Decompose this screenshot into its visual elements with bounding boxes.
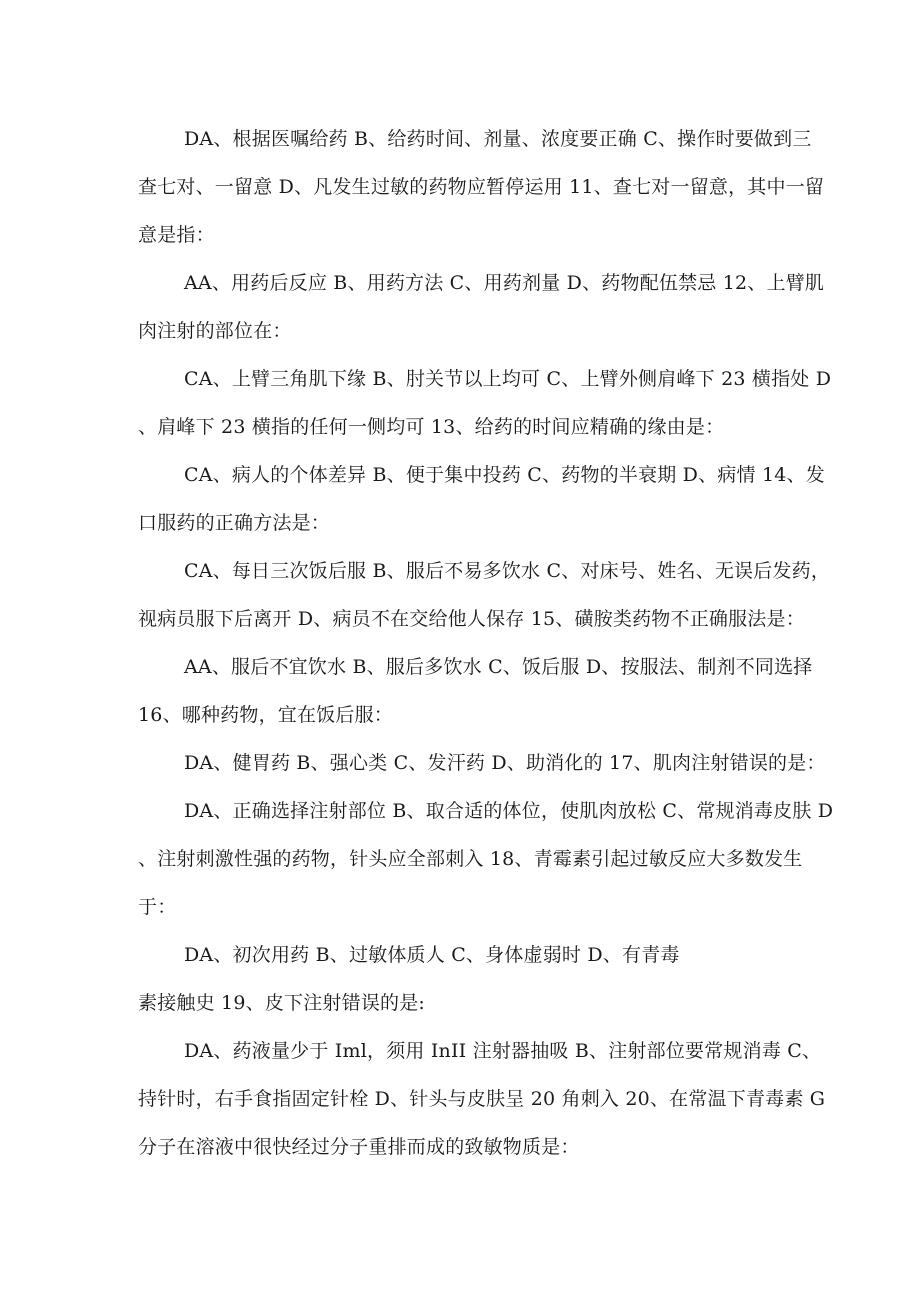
text-line: 视病员服下后离开 D、病员不在交给他人保存 15、磺胺类药物不正确服法是： xyxy=(138,608,805,630)
text-line: 口服药的正确方法是： xyxy=(138,512,331,534)
text-line: 、肩峰下 23 横指的任何一侧均可 13、给药的时间应精确的缘由是： xyxy=(138,416,725,438)
text-line: 于： xyxy=(138,896,177,918)
text-line: DA、根据医嘱给药 B、给药时间、剂量、浓度要正确 C、操作时要做到三 xyxy=(184,128,812,150)
text-line: 16、哪种药物，宜在饭后服： xyxy=(138,704,393,726)
text-line: DA、初次用药 B、过敏体质人 C、身体虚弱时 D、有青毒 xyxy=(184,944,680,966)
text-line: 、注射刺激性强的药物，针头应全部刺入 18、青霉素引起过敏反应大多数发生 xyxy=(138,848,803,870)
text-line: CA、上臂三角肌下缘 B、肘关节以上均可 C、上臂外侧肩峰下 23 横指处 D xyxy=(184,368,832,390)
text-line: 意是指： xyxy=(138,224,215,246)
text-line: DA、药液量少于 Iml，须用 InII 注射器抽吸 B、注射部位要常规消毒 C、 xyxy=(184,1040,822,1062)
text-line: CA、病人的个体差异 B、便于集中投药 C、药物的半衰期 D、病情 14、发 xyxy=(184,464,825,486)
text-line: 持针时，右手食指固定针栓 D、针头与皮肤呈 20 角刺入 20、在常温下青毒素 G xyxy=(138,1088,826,1110)
text-line: 分子在溶液中很快经过分子重排而成的致敏物质是： xyxy=(138,1136,580,1158)
text-line: DA、健胃药 B、强心类 C、发汗药 D、助消化的 17、肌肉注射错误的是： xyxy=(184,752,826,774)
text-line: AA、用药后反应 B、用药方法 C、用药剂量 D、药物配伍禁忌 12、上臂肌 xyxy=(184,272,825,294)
text-line: 素接触史 19、皮下注射错误的是: xyxy=(138,992,426,1014)
text-line: 查七对、一留意 D、凡发生过敏的药物应暂停运用 11、查七对一留意，其中一留 xyxy=(138,176,825,198)
text-line: DA、正确选择注射部位 B、取合适的体位，使肌肉放松 C、常规消毒皮肤 D xyxy=(184,800,834,822)
text-line: CA、每日三次饭后服 B、服后不易多饮水 C、对床号、姓名、无误后发药， xyxy=(184,560,831,582)
document-body xyxy=(138,115,834,1171)
text-line: AA、服后不宜饮水 B、服后多饮水 C、饭后服 D、按服法、制剂不同选择 xyxy=(184,656,813,678)
text-line: 肉注射的部位在： xyxy=(138,320,292,342)
